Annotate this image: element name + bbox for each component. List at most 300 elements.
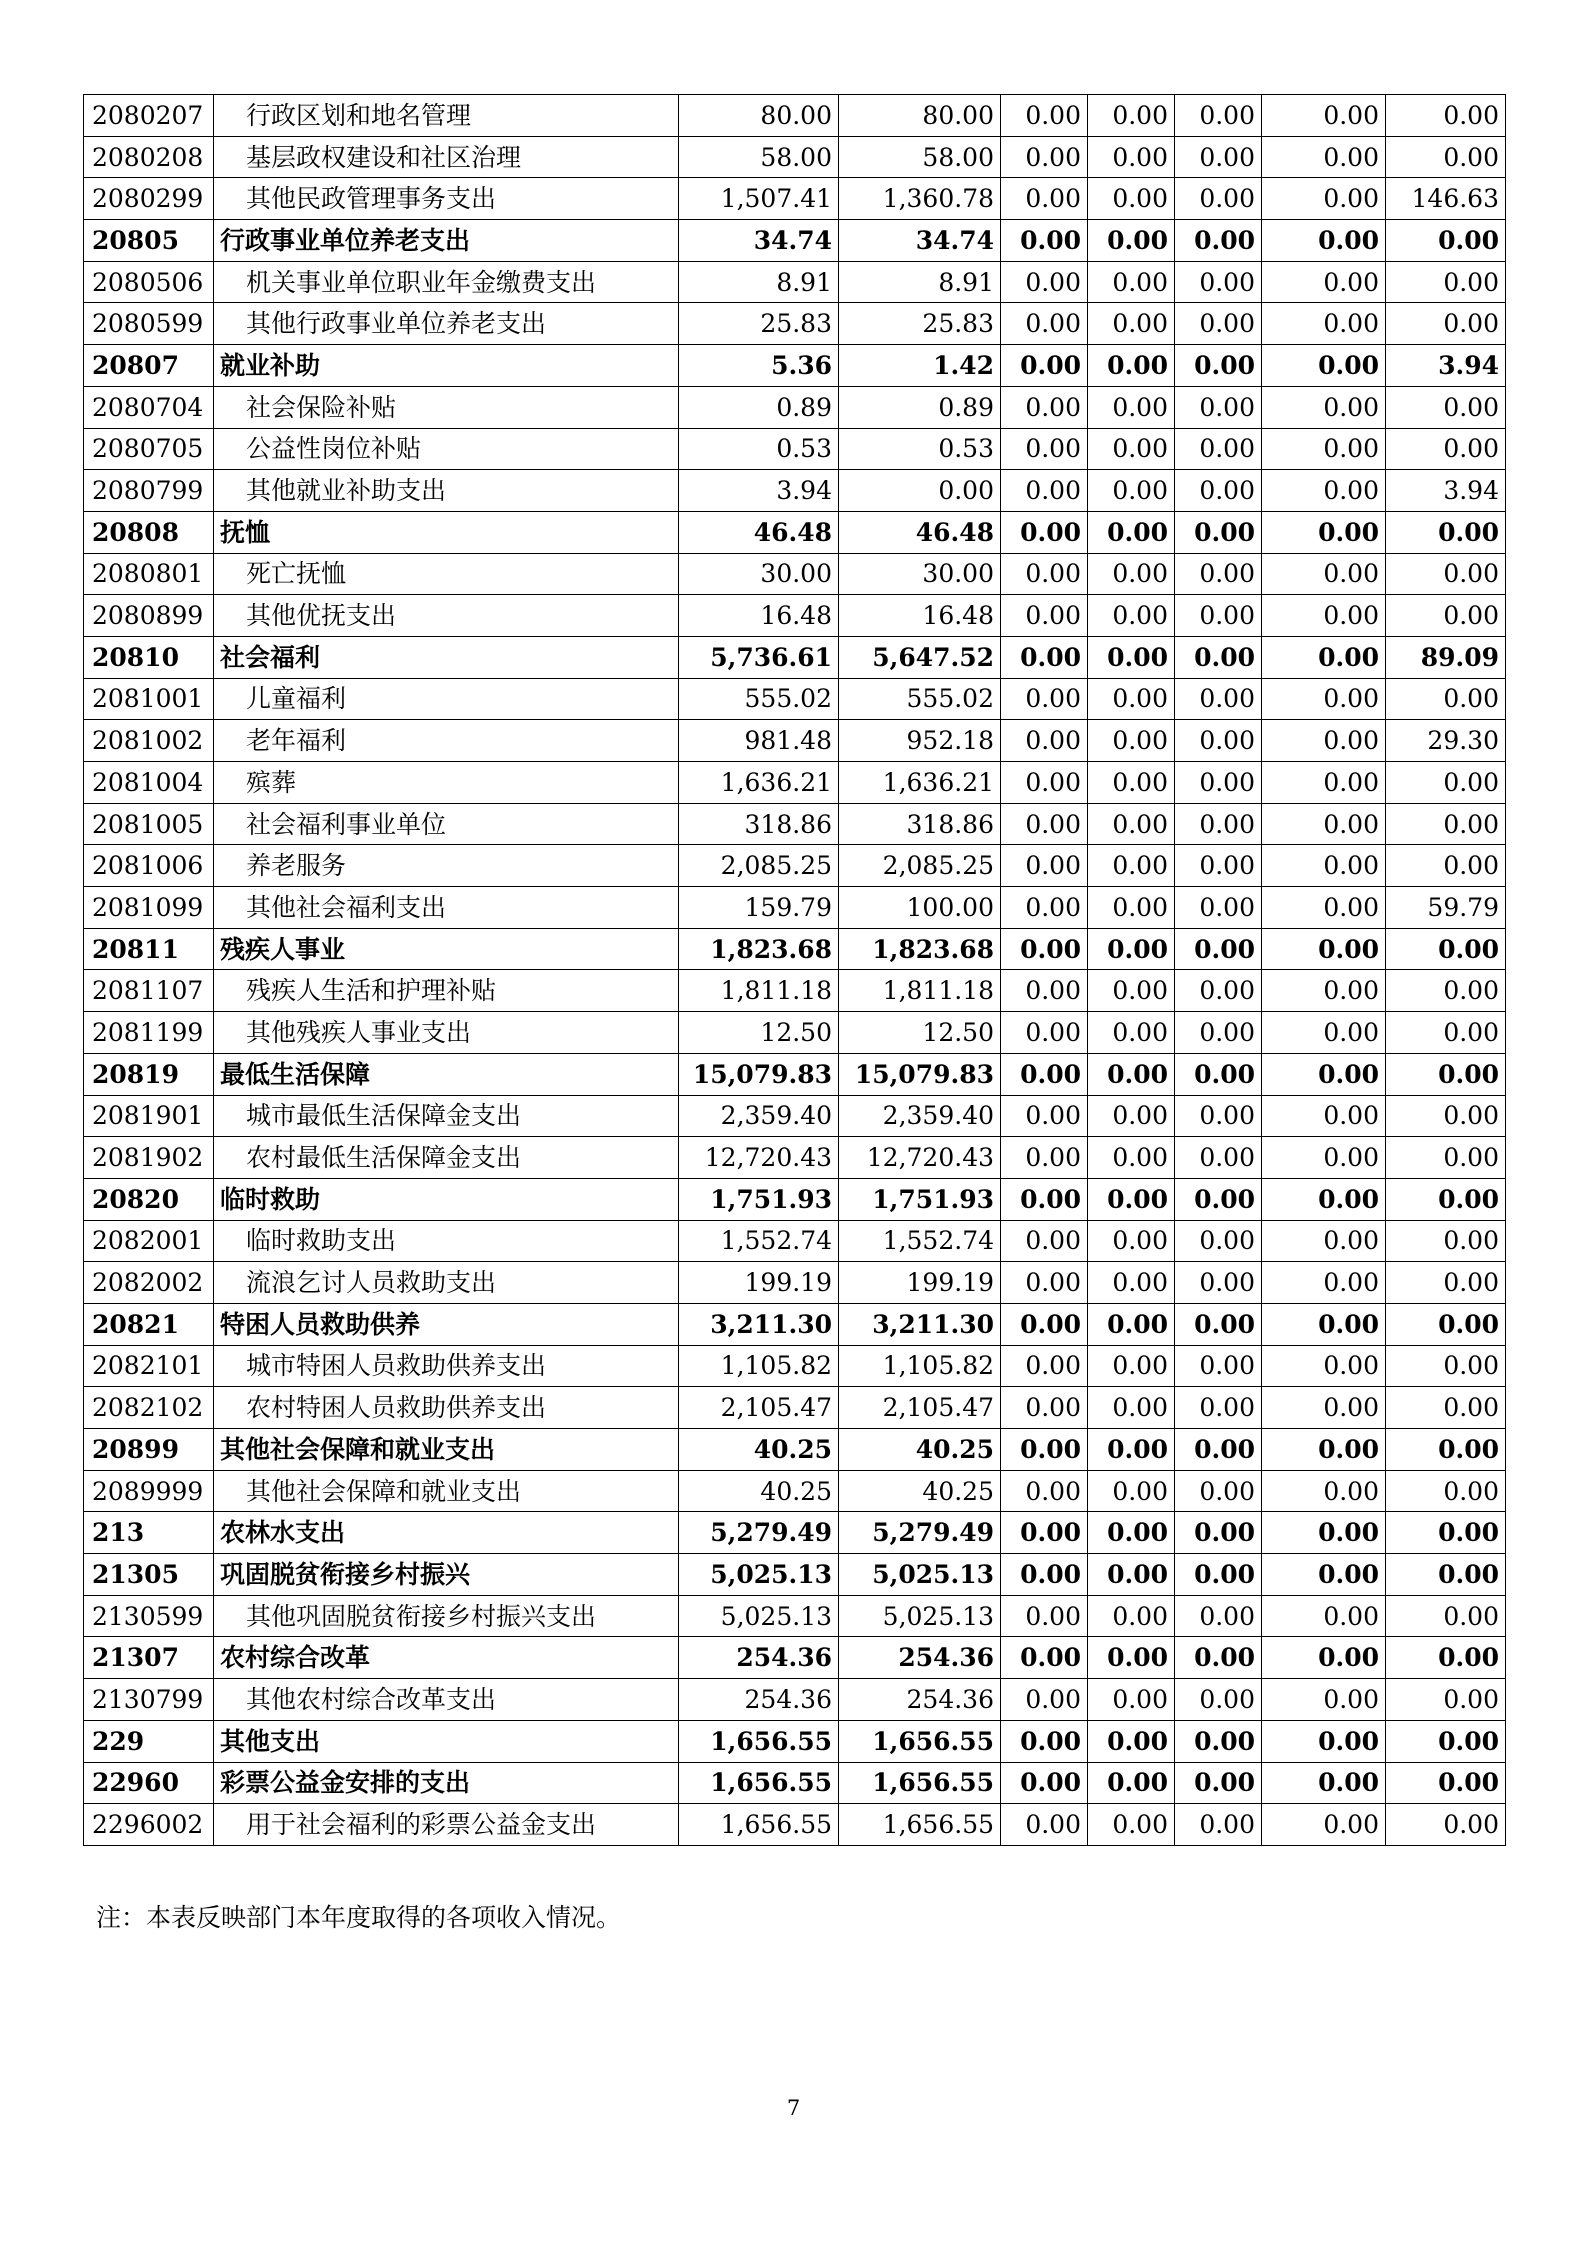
- subject-name: 其他就业补助支出: [214, 470, 679, 512]
- amount-cell: 0.53: [839, 428, 1001, 470]
- amount-cell: 0.00: [1088, 1595, 1175, 1637]
- amount-cell: 0.00: [1175, 720, 1262, 762]
- amount-cell: 254.36: [679, 1679, 839, 1721]
- subject-code: 2130599: [84, 1595, 214, 1637]
- amount-cell: 0.00: [1088, 762, 1175, 804]
- subject-code: 2080506: [84, 261, 214, 303]
- table-row: [84, 928, 1506, 970]
- amount-cell: 0.00: [1088, 1554, 1175, 1596]
- amount-cell: 159.79: [679, 887, 839, 929]
- amount-cell: 0.00: [1175, 1220, 1262, 1262]
- amount-cell: 0.00: [1088, 845, 1175, 887]
- subject-code: 2089999: [84, 1470, 214, 1512]
- amount-cell: 0.00: [1175, 428, 1262, 470]
- subject-code: 2081002: [84, 720, 214, 762]
- amount-cell: 0.00: [1262, 1512, 1386, 1554]
- amount-cell: 0.00: [1262, 1095, 1386, 1137]
- amount-cell: 0.00: [1088, 1762, 1175, 1804]
- table-body: [84, 95, 1506, 1846]
- amount-cell: 0.00: [1001, 1012, 1088, 1054]
- amount-cell: 0.00: [1001, 95, 1088, 137]
- subject-name: 农村综合改革: [214, 1637, 679, 1679]
- amount-cell: 0.00: [1386, 95, 1506, 137]
- amount-cell: 0.00: [1262, 1137, 1386, 1179]
- subject-code: 2080208: [84, 136, 214, 178]
- amount-cell: 0.89: [679, 386, 839, 428]
- amount-cell: 0.00: [1262, 470, 1386, 512]
- amount-cell: 0.00: [1386, 1637, 1506, 1679]
- subject-code: 2296002: [84, 1804, 214, 1846]
- table-row: [84, 1554, 1506, 1596]
- amount-cell: 40.25: [839, 1470, 1001, 1512]
- table-row: [84, 261, 1506, 303]
- amount-cell: 0.00: [1001, 220, 1088, 262]
- amount-cell: 0.00: [1001, 1429, 1088, 1471]
- amount-cell: 5,647.52: [839, 636, 1001, 678]
- amount-cell: 1,656.55: [839, 1762, 1001, 1804]
- subject-name: 其他农村综合改革支出: [214, 1679, 679, 1721]
- subject-name: 其他社会保障和就业支出: [214, 1429, 679, 1471]
- amount-cell: 0.00: [1386, 220, 1506, 262]
- amount-cell: 0.00: [1088, 511, 1175, 553]
- table-row: [84, 678, 1506, 720]
- subject-code: 2080801: [84, 553, 214, 595]
- amount-cell: 0.00: [1175, 636, 1262, 678]
- amount-cell: 0.00: [1175, 1554, 1262, 1596]
- table-row: [84, 553, 1506, 595]
- amount-cell: 0.00: [1175, 220, 1262, 262]
- amount-cell: 0.00: [1386, 928, 1506, 970]
- amount-cell: 0.00: [1262, 887, 1386, 929]
- amount-cell: 0.00: [1175, 470, 1262, 512]
- amount-cell: 0.00: [1386, 678, 1506, 720]
- table-row: [84, 803, 1506, 845]
- amount-cell: 0.00: [1088, 1679, 1175, 1721]
- amount-cell: 199.19: [839, 1262, 1001, 1304]
- amount-cell: 30.00: [839, 553, 1001, 595]
- amount-cell: 0.00: [1386, 1053, 1506, 1095]
- amount-cell: 0.00: [1001, 1637, 1088, 1679]
- amount-cell: 0.00: [1001, 970, 1088, 1012]
- amount-cell: 0.00: [1175, 1512, 1262, 1554]
- subject-name: 殡葬: [214, 762, 679, 804]
- amount-cell: 0.00: [1088, 1303, 1175, 1345]
- table-row: [84, 136, 1506, 178]
- amount-cell: 0.00: [1175, 887, 1262, 929]
- amount-cell: 0.00: [1001, 511, 1088, 553]
- subject-code: 20811: [84, 928, 214, 970]
- amount-cell: 0.00: [1386, 1220, 1506, 1262]
- amount-cell: 0.00: [1262, 1720, 1386, 1762]
- table-row: [84, 95, 1506, 137]
- amount-cell: 15,079.83: [679, 1053, 839, 1095]
- amount-cell: 0.00: [1175, 303, 1262, 345]
- amount-cell: 0.00: [1386, 762, 1506, 804]
- amount-cell: 0.00: [1262, 553, 1386, 595]
- amount-cell: 0.00: [1088, 595, 1175, 637]
- amount-cell: 1,656.55: [679, 1762, 839, 1804]
- amount-cell: 0.00: [1262, 511, 1386, 553]
- subject-name: 城市特困人员救助供养支出: [214, 1345, 679, 1387]
- amount-cell: 0.00: [1175, 1429, 1262, 1471]
- amount-cell: 0.00: [1386, 803, 1506, 845]
- amount-cell: 29.30: [1386, 720, 1506, 762]
- amount-cell: 0.00: [1386, 136, 1506, 178]
- amount-cell: 1,636.21: [839, 762, 1001, 804]
- subject-code: 2082002: [84, 1262, 214, 1304]
- table-row: [84, 1637, 1506, 1679]
- amount-cell: 0.00: [1262, 1303, 1386, 1345]
- amount-cell: 318.86: [839, 803, 1001, 845]
- amount-cell: 0.00: [1088, 1387, 1175, 1429]
- amount-cell: 0.00: [1175, 678, 1262, 720]
- amount-cell: 0.00: [1175, 261, 1262, 303]
- subject-name: 特困人员救助供养: [214, 1303, 679, 1345]
- table-row: [84, 1345, 1506, 1387]
- amount-cell: 981.48: [679, 720, 839, 762]
- amount-cell: 0.00: [1001, 678, 1088, 720]
- subject-code: 2082102: [84, 1387, 214, 1429]
- amount-cell: 89.09: [1386, 636, 1506, 678]
- subject-name: 抚恤: [214, 511, 679, 553]
- amount-cell: 0.00: [1262, 428, 1386, 470]
- amount-cell: 0.00: [1001, 1804, 1088, 1846]
- table-row: [84, 1053, 1506, 1095]
- table-row: [84, 303, 1506, 345]
- amount-cell: 0.00: [1088, 178, 1175, 220]
- amount-cell: 1,552.74: [839, 1220, 1001, 1262]
- amount-cell: 0.00: [1175, 1178, 1262, 1220]
- amount-cell: 0.00: [1088, 1470, 1175, 1512]
- subject-code: 2081199: [84, 1012, 214, 1054]
- amount-cell: 3.94: [1386, 470, 1506, 512]
- table-row: [84, 470, 1506, 512]
- amount-cell: 34.74: [839, 220, 1001, 262]
- amount-cell: 0.00: [1088, 303, 1175, 345]
- amount-cell: 0.00: [1001, 1720, 1088, 1762]
- amount-cell: 0.00: [1386, 1804, 1506, 1846]
- amount-cell: 0.00: [1088, 1345, 1175, 1387]
- table-row: [84, 386, 1506, 428]
- amount-cell: 0.00: [1088, 386, 1175, 428]
- amount-cell: 2,105.47: [839, 1387, 1001, 1429]
- amount-cell: 0.00: [1175, 970, 1262, 1012]
- amount-cell: 34.74: [679, 220, 839, 262]
- amount-cell: 0.00: [1175, 1137, 1262, 1179]
- subject-name: 临时救助支出: [214, 1220, 679, 1262]
- subject-name: 农村特困人员救助供养支出: [214, 1387, 679, 1429]
- amount-cell: 0.00: [1175, 1804, 1262, 1846]
- amount-cell: 5,736.61: [679, 636, 839, 678]
- amount-cell: 0.00: [1088, 1137, 1175, 1179]
- amount-cell: 2,085.25: [679, 845, 839, 887]
- amount-cell: 0.00: [1262, 762, 1386, 804]
- amount-cell: 0.00: [1001, 1095, 1088, 1137]
- amount-cell: 0.00: [1001, 845, 1088, 887]
- amount-cell: 0.00: [1386, 845, 1506, 887]
- amount-cell: 0.00: [1175, 136, 1262, 178]
- amount-cell: 254.36: [839, 1679, 1001, 1721]
- amount-cell: 0.00: [1262, 678, 1386, 720]
- table-row: [84, 720, 1506, 762]
- subject-code: 20810: [84, 636, 214, 678]
- amount-cell: 100.00: [839, 887, 1001, 929]
- amount-cell: 0.00: [1001, 1345, 1088, 1387]
- amount-cell: 58.00: [839, 136, 1001, 178]
- subject-code: 2081006: [84, 845, 214, 887]
- amount-cell: 1,811.18: [679, 970, 839, 1012]
- amount-cell: 5,025.13: [839, 1554, 1001, 1596]
- amount-cell: 30.00: [679, 553, 839, 595]
- amount-cell: 0.00: [1262, 1012, 1386, 1054]
- subject-name: 儿童福利: [214, 678, 679, 720]
- table-row: [84, 887, 1506, 929]
- amount-cell: 0.00: [1262, 136, 1386, 178]
- amount-cell: 0.00: [1262, 178, 1386, 220]
- table-row: [84, 1012, 1506, 1054]
- amount-cell: 80.00: [839, 95, 1001, 137]
- amount-cell: 0.00: [1001, 1303, 1088, 1345]
- subject-code: 2082001: [84, 1220, 214, 1262]
- amount-cell: 59.79: [1386, 887, 1506, 929]
- amount-cell: 3,211.30: [839, 1303, 1001, 1345]
- amount-cell: 254.36: [839, 1637, 1001, 1679]
- subject-code: 2130799: [84, 1679, 214, 1721]
- amount-cell: 25.83: [679, 303, 839, 345]
- amount-cell: 0.00: [1088, 95, 1175, 137]
- subject-code: 20808: [84, 511, 214, 553]
- table-row: [84, 1720, 1506, 1762]
- subject-code: 2080599: [84, 303, 214, 345]
- amount-cell: 46.48: [839, 511, 1001, 553]
- amount-cell: 0.00: [1001, 803, 1088, 845]
- table-row: [84, 845, 1506, 887]
- subject-name: 临时救助: [214, 1178, 679, 1220]
- amount-cell: 0.00: [1386, 428, 1506, 470]
- table-row: [84, 428, 1506, 470]
- amount-cell: 0.00: [1001, 1137, 1088, 1179]
- amount-cell: 0.00: [1088, 1178, 1175, 1220]
- amount-cell: 0.00: [1088, 1262, 1175, 1304]
- amount-cell: 0.00: [1386, 1512, 1506, 1554]
- amount-cell: 80.00: [679, 95, 839, 137]
- table-row: [84, 1804, 1506, 1846]
- table-row: [84, 1470, 1506, 1512]
- amount-cell: 0.00: [1088, 136, 1175, 178]
- amount-cell: 0.00: [1262, 1053, 1386, 1095]
- subject-code: 2081005: [84, 803, 214, 845]
- amount-cell: 0.00: [1088, 1012, 1175, 1054]
- subject-code: 20819: [84, 1053, 214, 1095]
- amount-cell: 0.00: [1262, 1262, 1386, 1304]
- amount-cell: 555.02: [839, 678, 1001, 720]
- amount-cell: 0.00: [1262, 1178, 1386, 1220]
- amount-cell: 5,279.49: [679, 1512, 839, 1554]
- amount-cell: 0.00: [1262, 595, 1386, 637]
- amount-cell: 0.00: [1175, 1012, 1262, 1054]
- subject-name: 老年福利: [214, 720, 679, 762]
- amount-cell: 0.00: [1001, 1387, 1088, 1429]
- amount-cell: 8.91: [679, 261, 839, 303]
- amount-cell: 2,359.40: [679, 1095, 839, 1137]
- amount-cell: 0.00: [1262, 261, 1386, 303]
- amount-cell: 5.36: [679, 345, 839, 387]
- amount-cell: 0.00: [1088, 1429, 1175, 1471]
- amount-cell: 0.00: [1386, 1387, 1506, 1429]
- amount-cell: 0.00: [1262, 386, 1386, 428]
- amount-cell: 1,811.18: [839, 970, 1001, 1012]
- table-row: [84, 1095, 1506, 1137]
- amount-cell: 0.00: [1001, 303, 1088, 345]
- amount-cell: 1,823.68: [839, 928, 1001, 970]
- amount-cell: 2,105.47: [679, 1387, 839, 1429]
- amount-cell: 555.02: [679, 678, 839, 720]
- amount-cell: 0.00: [1088, 887, 1175, 929]
- amount-cell: 0.00: [1386, 1178, 1506, 1220]
- amount-cell: 0.00: [1001, 386, 1088, 428]
- amount-cell: 0.00: [1001, 762, 1088, 804]
- amount-cell: 0.00: [1088, 1804, 1175, 1846]
- amount-cell: 0.00: [1175, 1095, 1262, 1137]
- amount-cell: 0.00: [1088, 970, 1175, 1012]
- amount-cell: 0.00: [1386, 511, 1506, 553]
- amount-cell: 12,720.43: [679, 1137, 839, 1179]
- subject-name: 机关事业单位职业年金缴费支出: [214, 261, 679, 303]
- subject-code: 2080207: [84, 95, 214, 137]
- table-row: [84, 1679, 1506, 1721]
- table-row: [84, 1387, 1506, 1429]
- amount-cell: 0.00: [1001, 553, 1088, 595]
- table-row: [84, 1595, 1506, 1637]
- amount-cell: 0.00: [1386, 1679, 1506, 1721]
- amount-cell: 1,360.78: [839, 178, 1001, 220]
- amount-cell: 0.00: [1088, 928, 1175, 970]
- amount-cell: 0.00: [1088, 1095, 1175, 1137]
- amount-cell: 1,656.55: [679, 1804, 839, 1846]
- amount-cell: 254.36: [679, 1637, 839, 1679]
- amount-cell: 1,636.21: [679, 762, 839, 804]
- subject-name: 最低生活保障: [214, 1053, 679, 1095]
- amount-cell: 0.00: [1088, 636, 1175, 678]
- amount-cell: 0.00: [1175, 1345, 1262, 1387]
- amount-cell: 0.00: [1262, 1804, 1386, 1846]
- amount-cell: 0.00: [1262, 345, 1386, 387]
- amount-cell: 0.00: [1088, 428, 1175, 470]
- subject-name: 基层政权建设和社区治理: [214, 136, 679, 178]
- amount-cell: 318.86: [679, 803, 839, 845]
- amount-cell: 0.00: [1175, 1387, 1262, 1429]
- amount-cell: 0.00: [1262, 1595, 1386, 1637]
- amount-cell: 46.48: [679, 511, 839, 553]
- amount-cell: 1,656.55: [839, 1804, 1001, 1846]
- amount-cell: 0.00: [1001, 1178, 1088, 1220]
- subject-name: 行政事业单位养老支出: [214, 220, 679, 262]
- income-table: [83, 94, 1506, 1846]
- subject-name: 其他残疾人事业支出: [214, 1012, 679, 1054]
- amount-cell: 0.00: [1262, 220, 1386, 262]
- amount-cell: 0.00: [1001, 1762, 1088, 1804]
- amount-cell: 12.50: [679, 1012, 839, 1054]
- amount-cell: 0.00: [1386, 261, 1506, 303]
- amount-cell: 0.00: [1262, 1679, 1386, 1721]
- amount-cell: 0.00: [1386, 1429, 1506, 1471]
- table-row: [84, 1178, 1506, 1220]
- amount-cell: 1,656.55: [839, 1720, 1001, 1762]
- table-row: [84, 636, 1506, 678]
- amount-cell: 0.00: [1088, 553, 1175, 595]
- amount-cell: 0.00: [1175, 95, 1262, 137]
- table-row: [84, 1762, 1506, 1804]
- amount-cell: 5,025.13: [679, 1554, 839, 1596]
- amount-cell: 0.00: [1001, 261, 1088, 303]
- amount-cell: 0.00: [1088, 220, 1175, 262]
- subject-name: 死亡抚恤: [214, 553, 679, 595]
- amount-cell: 0.00: [1175, 1053, 1262, 1095]
- amount-cell: 0.00: [1175, 595, 1262, 637]
- amount-cell: 0.00: [1262, 1637, 1386, 1679]
- subject-code: 20899: [84, 1429, 214, 1471]
- amount-cell: 0.00: [1175, 553, 1262, 595]
- amount-cell: 1,823.68: [679, 928, 839, 970]
- amount-cell: 0.00: [1262, 970, 1386, 1012]
- subject-name: 用于社会福利的彩票公益金支出: [214, 1804, 679, 1846]
- amount-cell: 2,085.25: [839, 845, 1001, 887]
- amount-cell: 0.00: [1262, 1220, 1386, 1262]
- table-row: [84, 1137, 1506, 1179]
- subject-name: 其他社会福利支出: [214, 887, 679, 929]
- amount-cell: 0.00: [1262, 636, 1386, 678]
- amount-cell: 0.00: [1175, 1679, 1262, 1721]
- subject-name: 社会福利事业单位: [214, 803, 679, 845]
- amount-cell: 0.53: [679, 428, 839, 470]
- table-row: [84, 595, 1506, 637]
- amount-cell: 0.00: [1175, 511, 1262, 553]
- table-row: [84, 345, 1506, 387]
- subject-code: 21307: [84, 1637, 214, 1679]
- amount-cell: 0.00: [1088, 678, 1175, 720]
- amount-cell: 1,507.41: [679, 178, 839, 220]
- subject-name: 其他行政事业单位养老支出: [214, 303, 679, 345]
- amount-cell: 0.00: [1001, 1470, 1088, 1512]
- amount-cell: 0.00: [1386, 1303, 1506, 1345]
- subject-code: 2080299: [84, 178, 214, 220]
- amount-cell: 40.25: [679, 1470, 839, 1512]
- subject-name: 其他民政管理事务支出: [214, 178, 679, 220]
- amount-cell: 15,079.83: [839, 1053, 1001, 1095]
- amount-cell: 0.00: [1262, 1429, 1386, 1471]
- amount-cell: 0.00: [1001, 1053, 1088, 1095]
- subject-name: 其他支出: [214, 1720, 679, 1762]
- amount-cell: 0.00: [1001, 136, 1088, 178]
- amount-cell: 0.00: [1001, 928, 1088, 970]
- table-note: 注：本表反映部门本年度取得的各项收入情况。: [96, 1903, 622, 1932]
- subject-name: 农村最低生活保障金支出: [214, 1137, 679, 1179]
- amount-cell: 1.42: [839, 345, 1001, 387]
- amount-cell: 0.00: [1001, 887, 1088, 929]
- subject-name: 残疾人事业: [214, 928, 679, 970]
- subject-code: 2080899: [84, 595, 214, 637]
- subject-name: 公益性岗位补贴: [214, 428, 679, 470]
- amount-cell: 25.83: [839, 303, 1001, 345]
- subject-name: 其他巩固脱贫衔接乡村振兴支出: [214, 1595, 679, 1637]
- amount-cell: 3.94: [1386, 345, 1506, 387]
- subject-name: 养老服务: [214, 845, 679, 887]
- table-row: [84, 970, 1506, 1012]
- amount-cell: 0.00: [1001, 470, 1088, 512]
- amount-cell: 0.00: [1386, 1470, 1506, 1512]
- amount-cell: 0.00: [1088, 1220, 1175, 1262]
- amount-cell: 0.00: [1001, 1679, 1088, 1721]
